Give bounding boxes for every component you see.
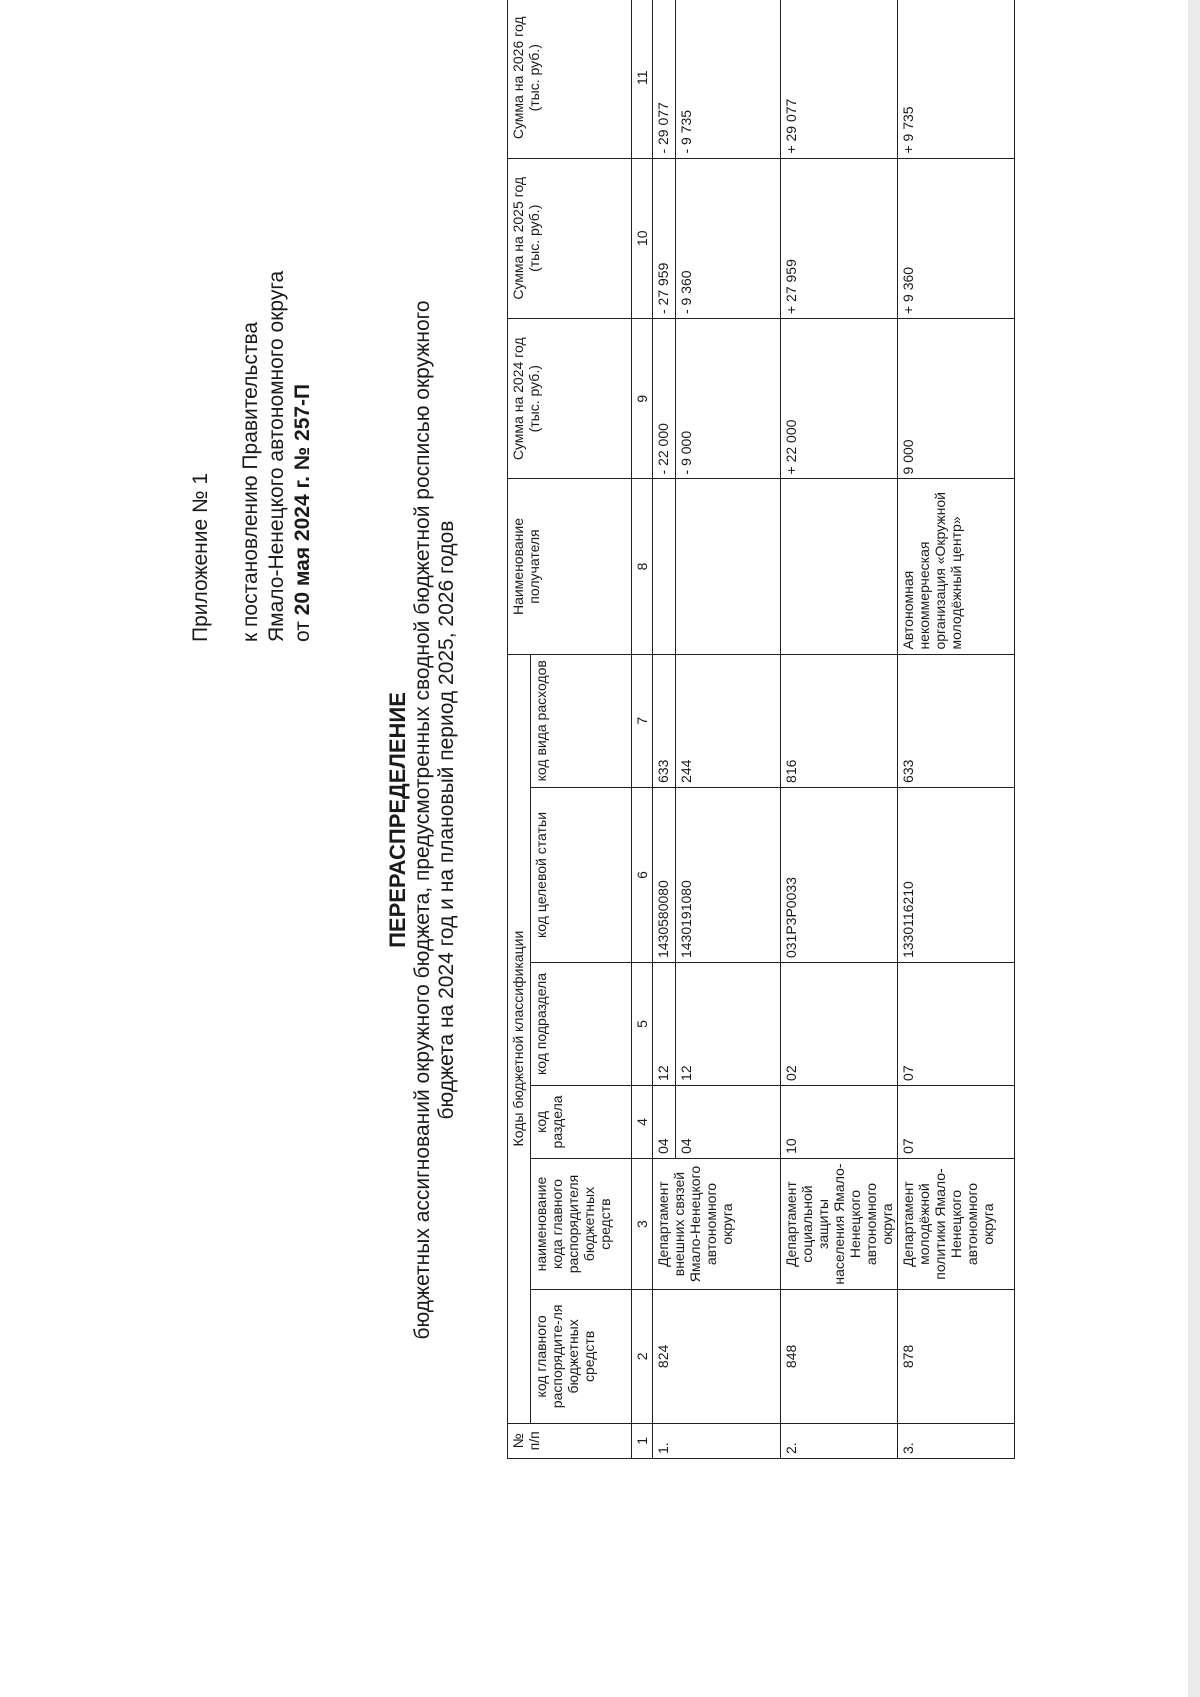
cell-section: 07 <box>898 1085 1015 1158</box>
cell-target: 1430191080 <box>676 787 781 962</box>
cell-expense-type: 633 <box>898 654 1015 787</box>
cell-num: 2. <box>781 1423 898 1458</box>
header-expense-type: код вида расходов <box>531 654 632 787</box>
cell-target: 031Р3Р0033 <box>781 787 898 962</box>
table-row <box>781 0 898 1459</box>
header-sum-2025: Сумма на 2025 год (тыс. руб.) <box>508 158 632 318</box>
cell-subsection: 02 <box>781 963 898 1086</box>
header-codes-group: Коды бюджетной классификации <box>508 654 531 1423</box>
header-section: код раздела <box>531 1085 632 1158</box>
cell-grbs-name: Департамент социальной защиты населения Ямало-Ненецкого автономного округа <box>781 1158 898 1289</box>
cell-recipient <box>781 479 898 654</box>
header-num: № п/п <box>508 1423 632 1458</box>
column-number: 1 <box>632 1423 653 1458</box>
cell-expense-type: 633 <box>653 654 676 787</box>
cell-grbs-code: 878 <box>898 1290 1015 1423</box>
header-recipient: Наименование получателя <box>508 479 632 654</box>
column-number: 10 <box>632 158 653 318</box>
title-block <box>385 80 459 1560</box>
cell-recipient <box>676 479 781 654</box>
appendix-date-line <box>290 82 316 642</box>
column-number: 4 <box>632 1085 653 1158</box>
cell-expense-type: 816 <box>781 654 898 787</box>
appendix-number: Приложение № 1 <box>189 472 212 642</box>
document-title: ПЕРЕРАСПРЕДЕЛЕНИЕ <box>385 692 410 948</box>
table-header-row <box>508 0 531 1459</box>
table-row <box>653 0 676 1459</box>
header-target: код целевой статьи <box>531 787 632 962</box>
appendix-block <box>188 82 316 642</box>
header-subsection: код подраздела <box>531 963 632 1086</box>
cell-sum-2025: + 9 360 <box>898 158 1015 318</box>
cell-expense-type: 244 <box>676 654 781 787</box>
cell-target: 1330116210 <box>898 787 1015 962</box>
cell-sum-2024: - 9 000 <box>676 319 781 479</box>
column-number: 6 <box>632 787 653 962</box>
table-row <box>898 0 1015 1459</box>
cell-subsection: 12 <box>676 963 781 1086</box>
column-number: 9 <box>632 319 653 479</box>
document-subtitle-line: бюджета на 2024 год и на плановый период 2025, 2026 годов <box>435 520 458 1120</box>
cell-sum-2025: - 27 959 <box>653 158 676 318</box>
column-number: 3 <box>632 1158 653 1289</box>
cell-sum-2026: - 29 077 <box>653 0 676 158</box>
cell-recipient <box>653 479 676 654</box>
header-sum-2024: Сумма на 2024 год (тыс. руб.) <box>508 319 632 479</box>
cell-grbs-name: Департамент молодёжной политики Ямало-Ненецкого автономного округа <box>898 1158 1015 1289</box>
cell-grbs-name: Департамент внешних связей Ямало-Ненецкого автономного округа <box>653 1158 781 1289</box>
cell-sum-2026: + 29 077 <box>781 0 898 158</box>
cell-sum-2025: - 9 360 <box>676 158 781 318</box>
cell-target: 1430580080 <box>653 787 676 962</box>
cell-subsection: 12 <box>653 963 676 1086</box>
page-edge-shadow <box>1188 0 1200 1697</box>
column-number: 8 <box>632 479 653 654</box>
cell-sum-2024: - 22 000 <box>653 319 676 479</box>
appendix-date-prefix: от <box>291 621 314 642</box>
cell-num: 1. <box>653 1423 781 1458</box>
rotated-page <box>160 16 1060 1560</box>
redistribution-table <box>507 0 1015 1459</box>
cell-sum-2026: + 9 735 <box>898 0 1015 158</box>
document-subtitle <box>411 280 459 1360</box>
cell-recipient: Автономная некоммерческая организация «Окружной молодёжный центр» <box>898 479 1015 654</box>
cell-grbs-code: 824 <box>653 1290 781 1423</box>
header-sum-2026: Сумма на 2026 год (тыс. руб.) <box>508 0 632 158</box>
column-number: 5 <box>632 963 653 1086</box>
column-number: 2 <box>632 1290 653 1423</box>
cell-section: 04 <box>653 1085 676 1158</box>
cell-grbs-code: 848 <box>781 1290 898 1423</box>
column-number-row <box>632 0 653 1459</box>
header-grbs-name: наименование кода главного распорядителя бюджетных средств <box>531 1158 632 1289</box>
cell-subsection: 07 <box>898 963 1015 1086</box>
cell-section: 04 <box>676 1085 781 1158</box>
document-subtitle-line: бюджетных ассигнований окружного бюджета, предусмотренных сводной бюджетной росписью окружного <box>411 300 434 1340</box>
cell-section: 10 <box>781 1085 898 1158</box>
cell-sum-2025: + 27 959 <box>781 158 898 318</box>
cell-sum-2024: 9 000 <box>898 319 1015 479</box>
appendix-date: 20 мая 2024 г. № 257-П <box>291 383 314 616</box>
column-number: 11 <box>632 0 653 158</box>
appendix-ref-line: к постановлению Правительства <box>239 321 262 642</box>
cell-sum-2024: + 22 000 <box>781 319 898 479</box>
appendix-ref-line: Ямало-Ненецкого автономного округа <box>265 270 288 642</box>
cell-sum-2026: - 9 735 <box>676 0 781 158</box>
cell-num: 3. <box>898 1423 1015 1458</box>
header-grbs-code: код главного распорядите-ля бюджетных средств <box>531 1290 632 1423</box>
column-number: 7 <box>632 654 653 787</box>
